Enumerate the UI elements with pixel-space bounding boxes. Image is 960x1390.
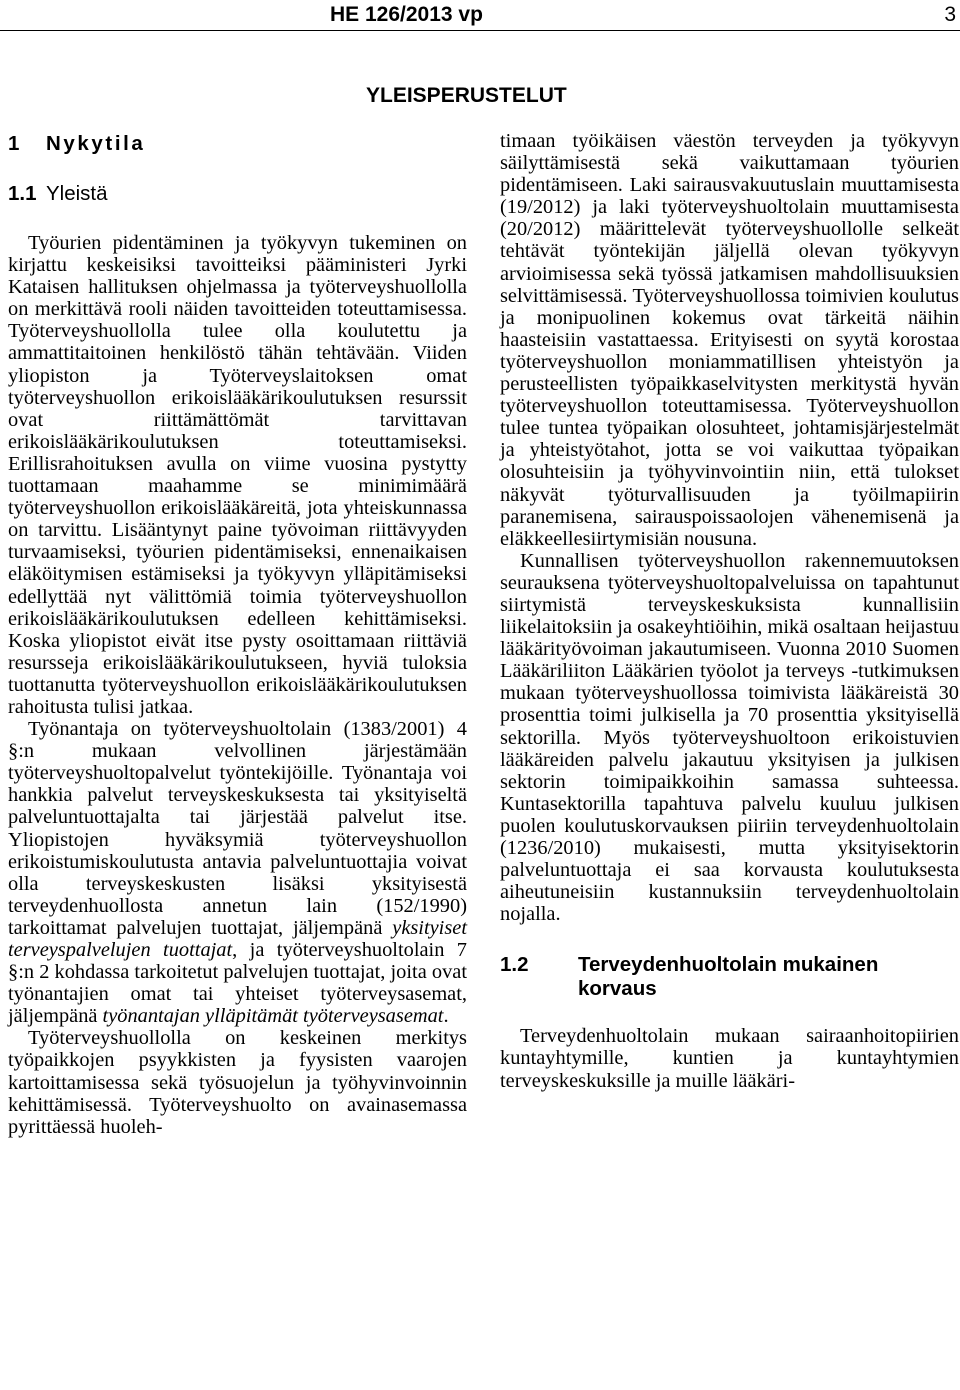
heading-text: Yleistä bbox=[46, 182, 108, 205]
text-run: Työnantaja on työterveyshuoltolain (1383/2001) 4 §:n mukaan velvollinen järjestämään työterveyshuoltopalvelut työntekijöille. Työnantaja voi hankkia palvelut terveyskeskuksesta tai yksityiseltä palveluntuottajalta tai järjestää palvelut itse. Yliopistojen hyväksymiä työterveyshuollon erikoistumiskoulutusta antavia palveluntuottajia voivat olla terveyskeskusten lisäksi yksityisestä terveydenhuollosta annetun lain (152/1990) tarkoittamat palvelujen tuottajat, jäljempänä bbox=[8, 718, 467, 939]
heading-nykytila bbox=[8, 132, 467, 156]
heading-number: 1.2 bbox=[500, 953, 529, 977]
paragraph: Työterveyshuollolla on keskeinen merkitys työpaikkojen psyykkisten ja fyysisten vaarojen kartoittamisessa sekä työsuojelun ja työhyvinvoinnin kehittämisessä. Työterveyshuolto on avainasemassa pyrittäessä huoleh- bbox=[8, 1027, 467, 1138]
paragraph: timaan työikäisen väestön terveyden ja työkyvyn säilyttämisestä sekä vaikuttamaan työurien pidentämiseen. Laki sairausvakuutuslain muuttamisesta (19/2012) ja laki työterveyshuoltolain muuttamisesta (20/2012) määrittelevät työterveyshuollolle selkeät tehtävät työntekijän jäljellä olevan työkyvyn arvioimisessa sekä työssä jatkamisen mahdollisuuksien selvittämisessä. Työterveyshuollossa toimivien koulutus ja monipuolinen kokemus ovat tärkeitä näihin haasteisiin vastattaessa. Erityisesti on syytä korostaa työterveyshuollon moniammatillisen yhteistyön ja perusteellisten työpaikkaselvitysten merkitystä hyvän työterveyshuollon toteuttamisessa. Työterveyshuollon tulee tuntea työpaikan olosuhteet, johtamisjärjestelmät ja yhteistyötahot, jotta se voi vaikuttaa työpaikan olosuhteisiin ja työhyvinvointiin niin, että tulokset näkyvät työturvallisuuden ja työilmapiirin paranemisena, sairauspoissaolojen vähenemisenä ja eläkkeellesiirtymisiän nousuna. bbox=[500, 130, 959, 550]
paragraph bbox=[8, 718, 467, 1027]
italic-term: yksityiset terveyspalvelujen tuottajat bbox=[8, 916, 467, 961]
page-number: 3 bbox=[944, 3, 956, 26]
italic-term: työnantajan ylläpitämät työterveysasemat bbox=[102, 1005, 444, 1028]
page-header bbox=[0, 0, 960, 30]
text-run: , ja työterveyshuoltolain 7 §:n 2 kohdassa tarkoitetut palvelujen tuottajat, joita ovat työnantajien omat tai yhteiset työterveysasemat, jäljempänä bbox=[8, 939, 467, 1028]
section-label: YLEISPERUSTELUT bbox=[366, 84, 567, 107]
header-rule bbox=[0, 30, 960, 31]
heading-number: 1.1 bbox=[8, 182, 37, 205]
heading-terveydenhuoltolain-korvaus bbox=[500, 953, 959, 1001]
document-id: HE 126/2013 vp bbox=[330, 3, 483, 26]
text-run: . bbox=[443, 1005, 449, 1028]
paragraph: Terveydenhuoltolain mukaan sairaanhoitopiirien kuntayhtymille, kuntien ja kuntayhtymien terveyskeskuksille ja muille lääkäri- bbox=[500, 1025, 959, 1092]
right-column bbox=[500, 130, 959, 1092]
heading-text: Nykytila bbox=[46, 132, 146, 155]
heading-text: Terveydenhuoltolain mukainen korvaus bbox=[578, 953, 879, 1001]
heading-yleista bbox=[8, 182, 467, 206]
paragraph: Työurien pidentäminen ja työkyvyn tukeminen on kirjattu keskeisiksi tavoitteiksi pääministeri Jyrki Kataisen hallituksen ohjelmassa ja työterveyshuollolla on merkittävä rooli näiden tavoitteiden toteuttamisessa. Työterveyshuollolla tulee olla koulutettu ja ammattitaitoinen henkilöstö tähän tehtävään. Viiden yliopiston ja Työterveyslaitoksen omat työterveyshuollon erikoislääkärikoulutuksen resurssit ovat riittämättömät tarvittavan erikoislääkärikoulutuksen toteuttamiseksi. Erillisrahoituksen avulla on viime vuosina pystytty tuottamaan maahamme se minimimäärä työterveyshuollon erikoislääkäreitä, jota yhteiskunnassa on tarvittu. Lisääntynyt paine työvoiman riittävyyden turvaamiseksi, työurien pidentämiseksi, ennenaikaisen eläköitymisen estämiseksi ja työkyvyn ylläpitämiseksi edellyttää nyt välittömiä toimia työterveyshuollon erikoislääkärikoulutuksen edelleen kehittämiseksi. Koska yliopistot eivät itse pysty osoittamaan riittäviä resursseja erikoislääkärikoulutukseen, hyviä tuloksia tuottanutta työterveyshuollon erikoislääkärikoulutuksen rahoitusta tulisi jatkaa. bbox=[8, 232, 467, 718]
left-column bbox=[8, 124, 467, 1138]
paragraph: Kunnallisen työterveyshuollon rakennemuutoksen seurauksena työterveyshuoltopalveluissa on tapahtunut siirtymistä terveyskeskuksista kunnallisiin liikelaitoksiin ja osakeyhtiöihin, mikä osaltaan heijastuu lääkärityövoiman jakautumiseen. Vuonna 2010 Suomen Lääkäriliiton Lääkärien työolot ja terveys -tutkimuksen mukaan työterveyshuollossa toimivista lääkäreistä 30 prosenttia toimi julkisella ja 70 prosenttia yksityisellä sektorilla. Myös työterveyshuoltoon erikoistuvien lääkäreiden palvelu jakautuu yksityisen ja julkisen sektorin toimipaikkoihin samassa suhteessa. Kuntasektorilla tapahtuva palvelu kuuluu julkisen puolen koulutuskorvauksen piiriin terveydenhuoltolain (1236/2010) mukaisesti, mutta yksityisektorin palveluntuottaja ei saa korvausta koulutuksesta aiheutuneisiin kustannuksiin terveydenhuoltolain nojalla. bbox=[500, 549, 959, 926]
heading-number: 1 bbox=[8, 132, 20, 155]
